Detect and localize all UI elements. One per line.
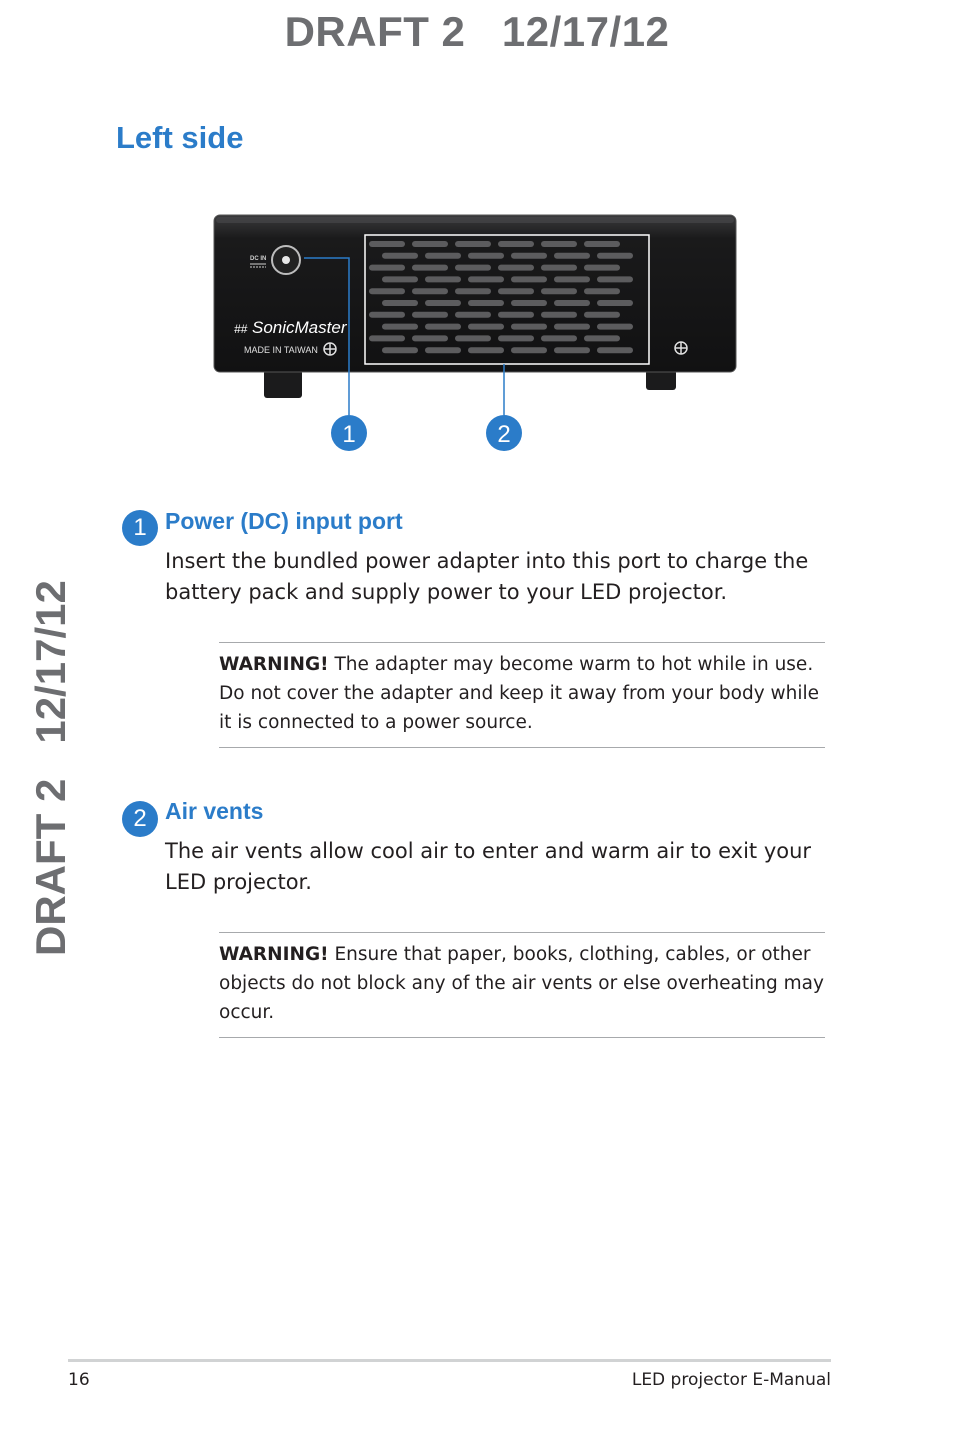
draft-watermark-top: DRAFT 2 12/17/12	[284, 8, 670, 55]
vent-slot	[468, 324, 504, 330]
callout-number-2: 2	[497, 421, 511, 448]
vent-slot	[425, 276, 461, 282]
vent-slot	[455, 335, 491, 341]
item-number-badge-1: 1	[122, 510, 158, 546]
vent-slot	[425, 253, 461, 259]
item-body-air-vents: The air vents allow cool air to enter and warm air to exit your LED projector.	[165, 839, 812, 894]
vent-slot	[412, 265, 448, 271]
vent-slot	[382, 324, 418, 330]
vent-slot	[455, 265, 491, 271]
sonicmaster-logo	[234, 318, 348, 337]
vent-slot	[369, 312, 405, 318]
vent-slot	[498, 265, 534, 271]
item-body-power-port: Insert the bundled power adapter into this port to charge the battery pack and supply power to your LED projector.	[165, 549, 809, 604]
vent-slot	[468, 300, 504, 306]
vent-slot	[382, 253, 418, 259]
vent-slot	[412, 312, 448, 318]
brand-label: SonicMaster	[252, 318, 347, 337]
vent-slot	[369, 288, 405, 294]
vent-slot	[382, 276, 418, 282]
vent-slot	[511, 347, 547, 353]
projector-foot-right	[646, 370, 676, 390]
vent-slot	[498, 241, 534, 247]
vent-slot	[412, 335, 448, 341]
vent-slot	[554, 324, 590, 330]
vent-slot	[425, 324, 461, 330]
vent-slot	[468, 347, 504, 353]
vent-slot	[455, 241, 491, 247]
svg-text:##: ##	[234, 322, 248, 336]
warning-text: The adapter may become warm to hot while in use. Do not cover the adapter and keep it away from your body while it is connected to a power source.	[219, 654, 820, 733]
dc-in-label: DC IN	[250, 256, 267, 262]
screw-icon-left	[324, 343, 336, 355]
vent-slot	[412, 241, 448, 247]
vent-slot	[369, 241, 405, 247]
vent-slot	[425, 347, 461, 353]
vent-slot	[554, 276, 590, 282]
vent-slot	[511, 324, 547, 330]
vent-slot	[425, 300, 461, 306]
vent-slot	[597, 253, 633, 259]
page-number: 16	[68, 1370, 90, 1390]
vent-slot	[468, 276, 504, 282]
vent-slot	[597, 300, 633, 306]
vent-slot	[369, 265, 405, 271]
warning-label: WARNING!	[219, 944, 329, 965]
vent-slot	[455, 312, 491, 318]
vent-slot	[498, 312, 534, 318]
callout-number-1: 1	[342, 421, 356, 448]
vent-slot	[597, 276, 633, 282]
projector-left-side-illustration	[0, 0, 954, 470]
vent-slot	[382, 300, 418, 306]
vent-slot	[597, 347, 633, 353]
projector-foot-left	[264, 370, 302, 398]
vent-slot	[412, 288, 448, 294]
vent-slot	[584, 241, 620, 247]
screw-icon-right	[675, 342, 687, 354]
vent-slot	[584, 265, 620, 271]
vent-slot	[554, 347, 590, 353]
vent-slot	[498, 335, 534, 341]
vent-slot	[541, 335, 577, 341]
vent-slot	[511, 276, 547, 282]
vent-slot	[455, 288, 491, 294]
vent-slot	[584, 335, 620, 341]
section-title: Left side	[116, 120, 244, 155]
vent-slot	[511, 253, 547, 259]
vent-slot	[584, 288, 620, 294]
vent-slot	[498, 288, 534, 294]
vent-slot	[554, 300, 590, 306]
vent-slot	[369, 335, 405, 341]
footer-divider	[68, 1359, 831, 1362]
item-title-air-vents: Air vents	[165, 798, 264, 824]
vent-slot	[597, 324, 633, 330]
warning-text: Ensure that paper, books, clothing, cables, or other objects do not block any of the air vents or else overheating may occur.	[219, 944, 824, 1023]
warning-label: WARNING!	[219, 654, 329, 675]
vent-slot	[541, 288, 577, 294]
warning-box-air-vents	[219, 932, 825, 1038]
manual-title: LED projector E-Manual	[631, 1370, 831, 1390]
vent-slot	[584, 312, 620, 318]
vent-slot	[511, 300, 547, 306]
item-number-badge-2: 2	[122, 801, 158, 837]
warning-box-power-port	[219, 642, 825, 748]
draft-watermark-side: DRAFT 2 12/17/12	[27, 580, 74, 956]
vent-slot	[554, 253, 590, 259]
vent-slot	[541, 265, 577, 271]
vent-slot	[468, 253, 504, 259]
item-title-power-port: Power (DC) input port	[165, 508, 403, 534]
vent-slot	[541, 241, 577, 247]
vent-slot	[541, 312, 577, 318]
made-in-label: MADE IN TAIWAN	[244, 345, 318, 355]
vent-slot	[382, 347, 418, 353]
